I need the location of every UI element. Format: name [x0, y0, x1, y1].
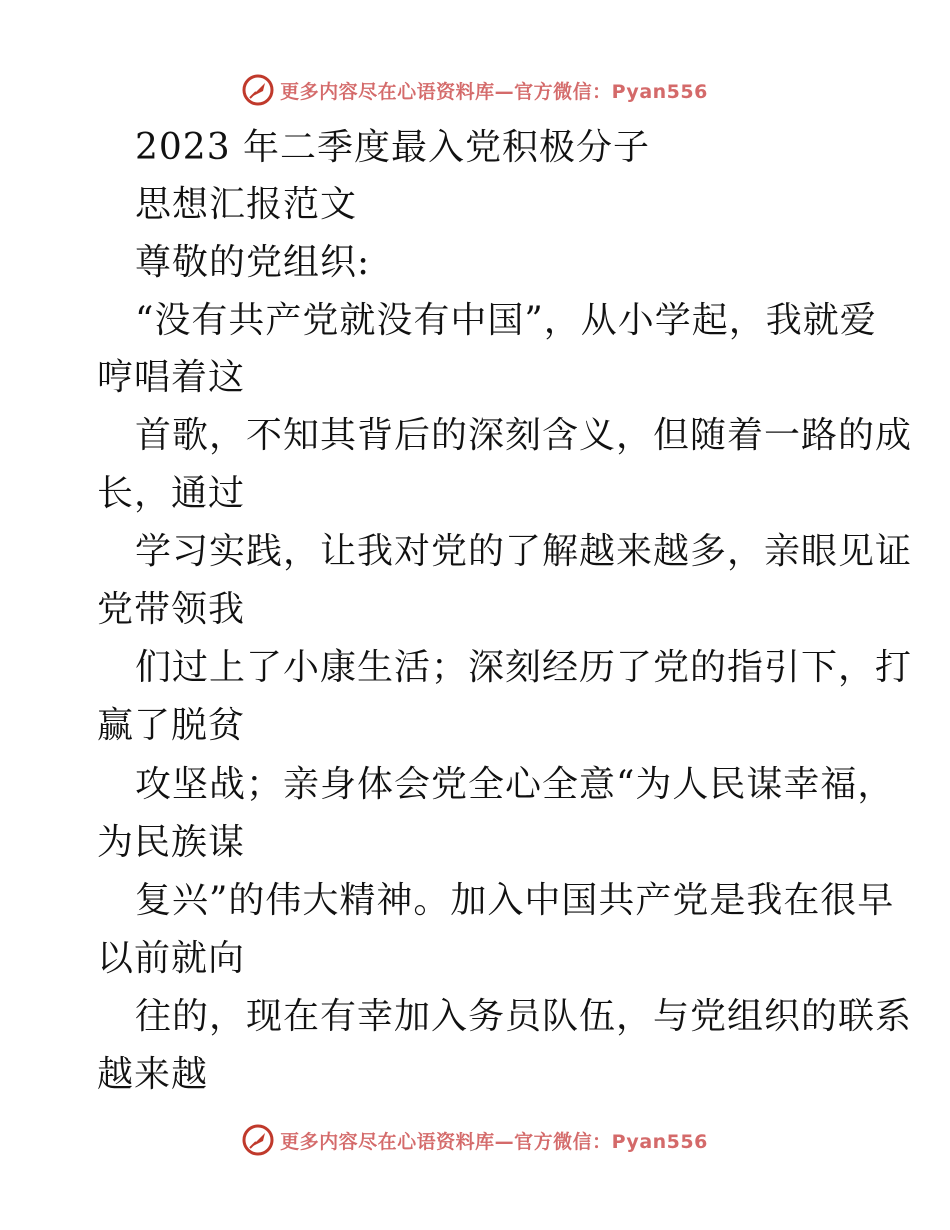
document-title-line-1: 2023 年二季度最入党积极分子: [135, 127, 651, 168]
feather-pen-logo-icon: [242, 74, 274, 106]
salutation: 尊敬的党组织:: [135, 242, 371, 283]
text-line: 学习实践，让我对党的了解越来越多，亲眼见证: [135, 531, 913, 572]
document-title-line-2: 思想汇报范文: [135, 184, 358, 225]
feather-pen-logo-icon: [242, 1124, 274, 1156]
text-line: 哼唱着这: [97, 357, 246, 398]
text-line: 复兴”的伟大精神。加入中国共产党是我在很早: [135, 880, 895, 921]
header-watermark: [242, 74, 708, 106]
text-line: 长，通过: [97, 473, 246, 514]
footer-watermark: [242, 1124, 708, 1156]
text-line: 党带领我: [97, 589, 246, 630]
text-line: 往的，现在有幸加入务员队伍，与党组织的联系: [135, 996, 913, 1037]
text-line: 为民族谋: [97, 822, 246, 863]
header-watermark-banner: [0, 70, 950, 110]
header-watermark-text: 更多内容尽在心语资料库—官方微信：Pyan556: [280, 80, 708, 103]
text-line: 以前就向: [97, 938, 246, 979]
text-line: 首歌，不知其背后的深刻含义，但随着一路的成: [135, 415, 913, 456]
footer-watermark-text: 更多内容尽在心语资料库—官方微信：Pyan556: [280, 1130, 708, 1153]
footer-watermark-banner: [0, 1120, 950, 1160]
text-line: 越来越: [97, 1054, 209, 1095]
text-line: 赢了脱贫: [97, 705, 246, 746]
text-line: 攻坚战；亲身体会党全心全意“为人民谋幸福，: [135, 764, 895, 805]
text-line: “没有共产党就没有中国”，从小学起，我就爱: [135, 300, 877, 341]
text-line: 们过上了小康生活；深刻经历了党的指引下，打: [135, 647, 913, 688]
